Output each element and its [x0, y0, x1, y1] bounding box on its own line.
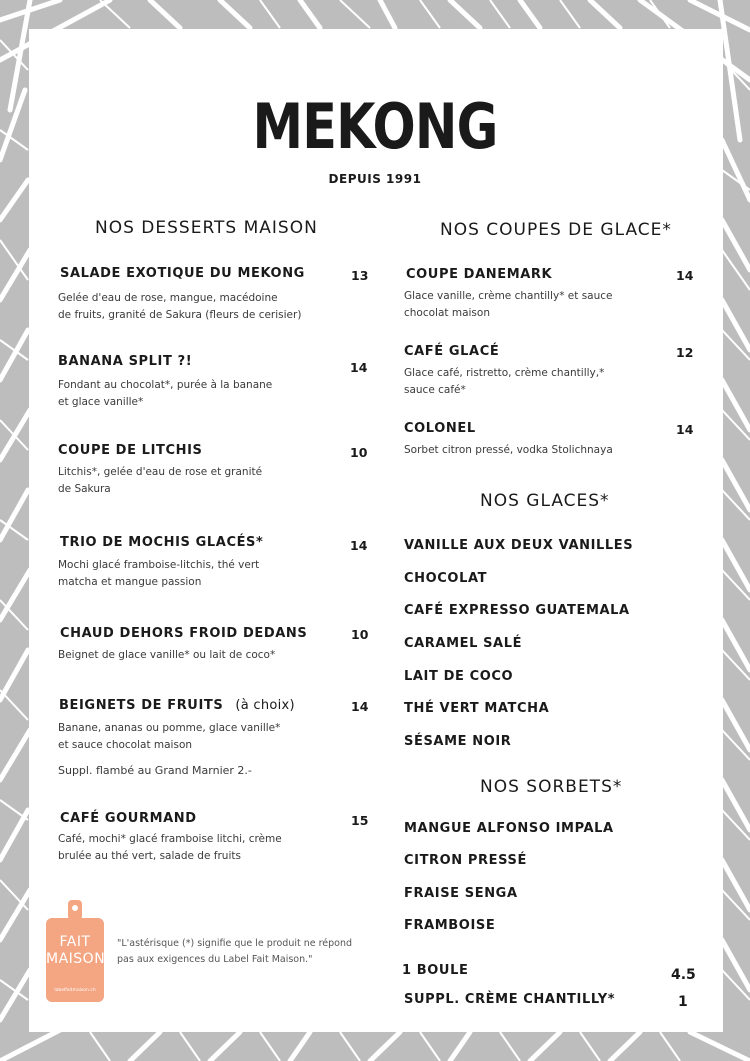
- dessert-price: 14: [350, 538, 368, 553]
- glace-flavor: CAFÉ EXPRESSO GUATEMALA: [404, 603, 630, 618]
- asterisk-note: "L'astérisque (*) signifie que le produit ne répond pas aux exigences du Label Fait Maison.": [117, 938, 353, 965]
- glace-flavor: SÉSAME NOIR: [404, 734, 512, 749]
- glace-flavor: VANILLE AUX DEUX VANILLES: [404, 538, 634, 553]
- coupe-price: 14: [676, 422, 694, 437]
- brand-logo: MEKONG: [252, 90, 498, 163]
- pricing-label: SUPPL. CRÈME CHANTILLY*: [404, 992, 616, 1007]
- dessert-description: Café, mochi* glacé framboise litchi, crème brulée au thé vert, salade de fruits: [58, 833, 282, 862]
- label-bottom-text: MAISON: [46, 951, 106, 967]
- label-top-text: FAIT: [59, 934, 91, 950]
- sorbet-flavor: CITRON PRESSÉ: [404, 853, 527, 868]
- dessert-extra: Suppl. flambé au Grand Marnier 2.-: [58, 764, 252, 777]
- dessert-description: Fondant au chocolat*, purée à la banane et glace vanille*: [58, 379, 273, 408]
- pricing-price: 4.5: [671, 967, 696, 983]
- dessert-name-suffix: (à choix): [235, 698, 295, 713]
- coupe-name: COUPE DANEMARK: [406, 267, 553, 282]
- dessert-name: SALADE EXOTIQUE DU MEKONG: [60, 266, 305, 281]
- glace-flavor: THÉ VERT MATCHA: [404, 701, 550, 716]
- dessert-price: 15: [351, 813, 369, 828]
- sorbet-flavor: FRAMBOISE: [404, 918, 496, 933]
- dessert-name: CHAUD DEHORS FROID DEDANS: [60, 626, 308, 641]
- dessert-description: Litchis*, gelée d'eau de rose et granité de Sakura: [58, 466, 263, 495]
- dessert-price: 13: [351, 268, 369, 283]
- coupe-description: Glace vanille, crème chantilly* et sauce chocolat maison: [404, 290, 613, 319]
- dessert-price: 14: [351, 699, 369, 714]
- coupe-description: Sorbet citron pressé, vodka Stolichnaya: [404, 444, 613, 456]
- since-year: DEPUIS 1991: [328, 172, 422, 186]
- fait-maison-logo-text: [46, 934, 104, 968]
- coupe-name: COLONEL: [404, 421, 476, 436]
- sorbets-heading: NOS SORBETS*: [480, 777, 623, 797]
- glace-flavor: LAIT DE COCO: [404, 669, 514, 684]
- desserts-heading: NOS DESSERTS MAISON: [95, 218, 318, 238]
- pricing-label: 1 BOULE: [402, 963, 469, 978]
- pricing-price: 1: [678, 994, 688, 1010]
- coupe-description: Glace café, ristretto, crème chantilly,* sauce café*: [404, 367, 605, 396]
- coupes-heading: NOS COUPES DE GLACE*: [440, 220, 672, 240]
- dessert-name: BANANA SPLIT ?!: [58, 354, 193, 369]
- coupe-price: 12: [676, 345, 694, 360]
- glace-flavor: CARAMEL SALÉ: [404, 636, 523, 651]
- dessert-name: [59, 698, 295, 713]
- label-url: labelfaitmaison.ch: [54, 988, 96, 993]
- dessert-name: CAFÉ GOURMAND: [60, 811, 197, 826]
- dessert-name: TRIO DE MOCHIS GLACÉS*: [60, 535, 264, 550]
- dessert-description: Gelée d'eau de rose, mangue, macédoine de fruits, granité de Sakura (fleurs de cerisier): [58, 292, 302, 321]
- dessert-price: 14: [350, 360, 368, 375]
- dessert-price: 10: [351, 627, 369, 642]
- dessert-price: 10: [350, 445, 368, 460]
- sorbet-flavor: FRAISE SENGA: [404, 886, 518, 901]
- dessert-description: Banane, ananas ou pomme, glace vanille* et sauce chocolat maison: [58, 722, 281, 751]
- coupe-name: CAFÉ GLACÉ: [404, 344, 500, 359]
- dessert-description: Mochi glacé framboise-litchis, thé vert matcha et mangue passion: [58, 559, 260, 588]
- dessert-description: Beignet de glace vanille* ou lait de coco*: [58, 649, 276, 661]
- dessert-name-text: BEIGNETS DE FRUITS: [59, 698, 224, 713]
- glaces-heading: NOS GLACES*: [480, 491, 610, 511]
- dessert-name: COUPE DE LITCHIS: [58, 443, 203, 458]
- coupe-price: 14: [676, 268, 694, 283]
- sorbet-flavor: MANGUE ALFONSO IMPALA: [404, 821, 614, 836]
- glace-flavor: CHOCOLAT: [404, 571, 488, 586]
